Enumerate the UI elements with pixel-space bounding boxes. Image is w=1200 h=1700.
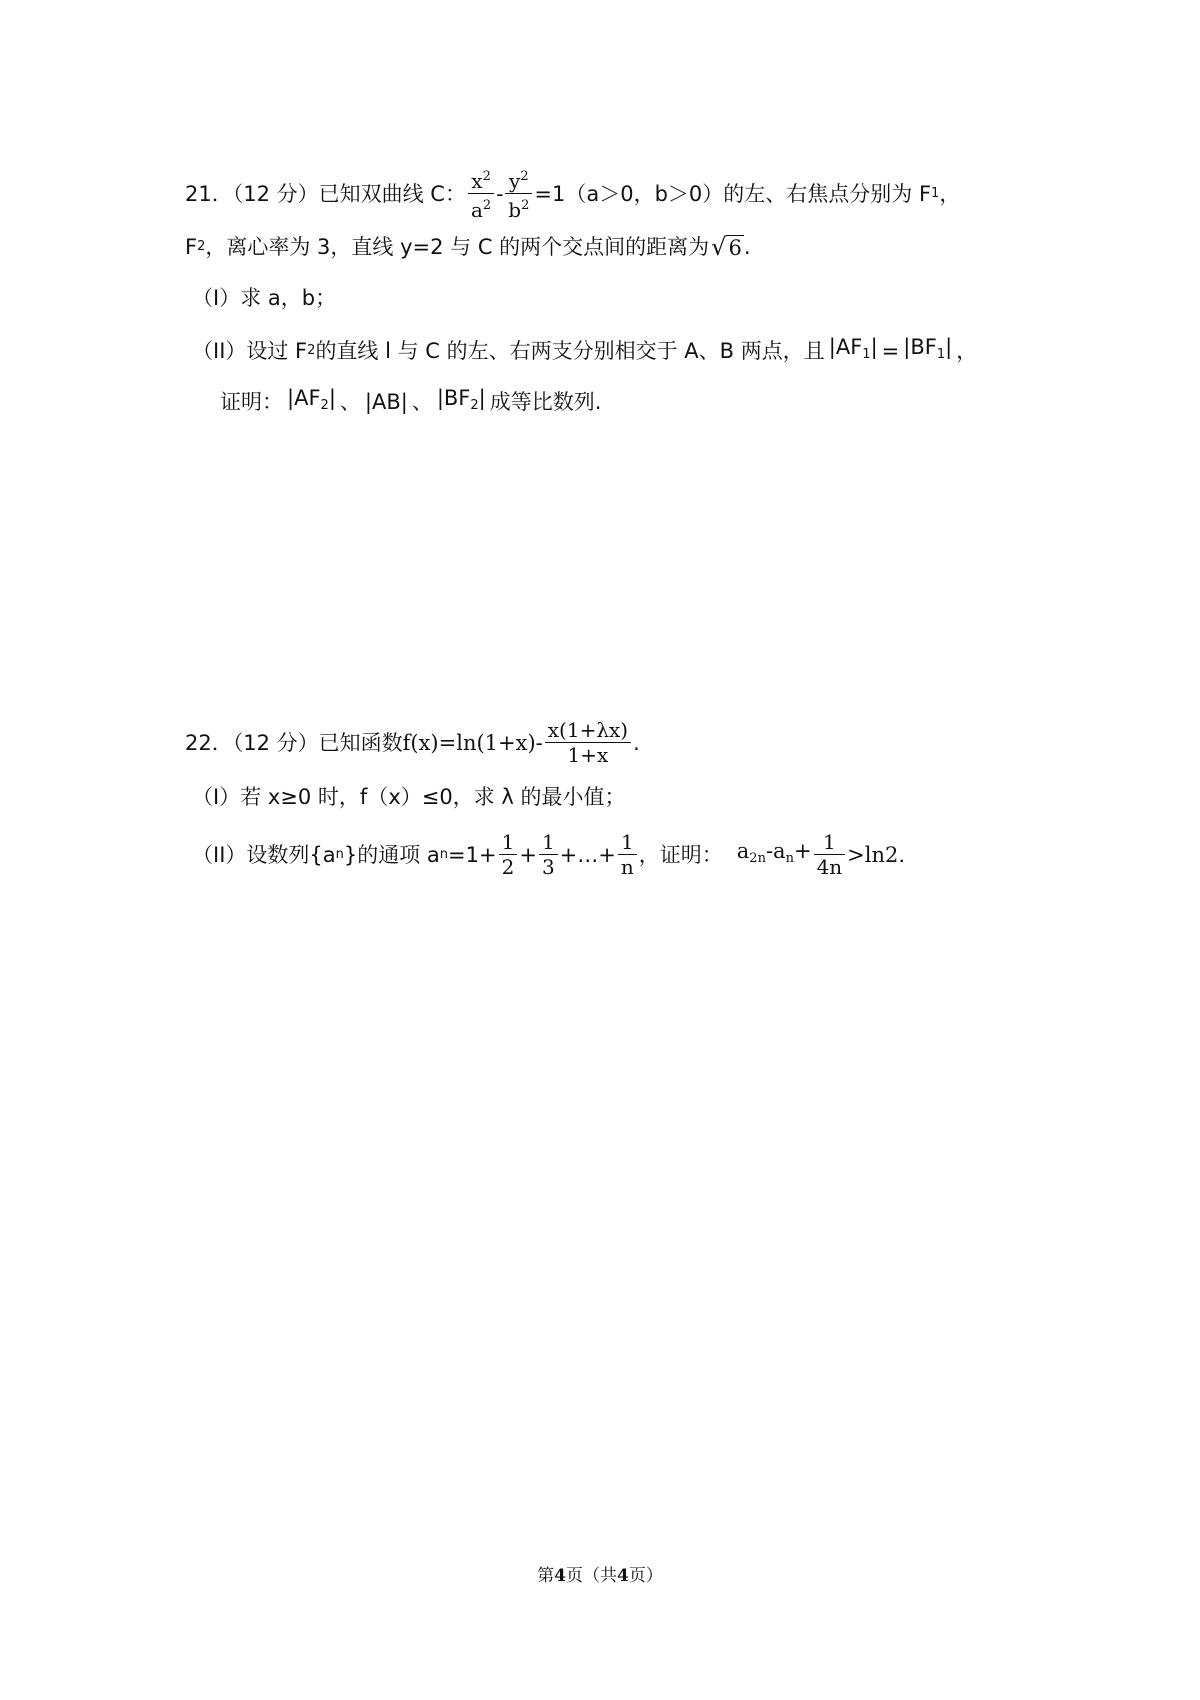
q21-sqrt-6: √ 6 [711,233,742,261]
q22-frac-1-4n: $\frac{1}{4n}$ [814,830,846,879]
q21-number: 21．（12 分）已知双曲线 C： [185,181,466,206]
q21-abs-af2: $|AF_2|$ [287,386,336,413]
q21-line2-text: ，离心率为 3，直线 y=2 与 C 的两个交点间的距离为 [205,235,710,259]
q21-part-2: （II）设过 F 2 的直线 l 与 C 的左、右两支分别相交于 A、B 两点，且 $|AF_1|$ = $|BF_1|$ ， [192,332,977,370]
q22-inequality: $a_{2n}-a_n+$ [736,838,812,866]
q21-part-1: （I）求 a，b； [192,286,337,310]
q22-line-1: 22．（12 分）已知函数 f(x)=ln(1+x) - $\frac{x(1+\lambda x)}{1+x}$ . [185,718,640,767]
q22-fraction: $\frac{x(1+\lambda x)}{1+x}$ [545,718,631,767]
q22-func-lhs: f(x)=ln(1+x) [402,730,536,755]
q21-proof-line: 证明： $|AF_2|$ 、 |AB| 、 $|BF_2|$ 成等比数列. [220,383,601,421]
page-footer: 第4页（共4页） [537,1566,663,1586]
q21-abs-bf1: $|BF_1|$ [903,335,953,362]
q21-minus: - [496,181,504,206]
q22-number: 22．（12 分）已知函数 [185,730,403,755]
q21-line1-tail: =1（a＞0，b＞0）的左、右焦点分别为 F [534,181,932,206]
q21-abs-af1: $|AF_1|$ [828,335,878,362]
q21-fraction-y2-b2: $\frac{y^2}{b^2}$ [505,165,532,222]
q21-abs-ab: |AB| [364,390,408,414]
q21-fraction-x2-a2: $\frac{x^2}{a^2}$ [468,165,494,222]
q22-frac-1-3: $\frac{1}{3}$ [539,830,558,879]
q22-frac-1-n: $\frac{1}{n}$ [618,830,637,879]
q22-part-2: （II）设数列{a n }的通项 a n =1+ $\frac{1}{2}$ + $\frac{1}{3}$ +…+ $\frac{1}{n}$ ，证明： $a_{2n}-a_n+$ $\frac{1}{4n}$ >ln2. [192,830,906,879]
q22-part-1: （I）若 x≥0 时，f（x）≤0，求 λ 的最小值； [192,785,626,809]
q22-frac-1-2: $\frac{1}{2}$ [499,830,518,879]
q21-line-2: F 2 ，离心率为 3，直线 y=2 与 C 的两个交点间的距离为 √ 6 . [185,233,751,261]
q21-abs-bf2: $|BF_2|$ [436,386,486,413]
q21-line-1: 21．（12 分）已知双曲线 C： $\frac{x^2}{a^2}$ - $\frac{y^2}{b^2}$ =1（a＞0，b＞0）的左、右焦点分别为 F 1 ， [185,165,960,222]
